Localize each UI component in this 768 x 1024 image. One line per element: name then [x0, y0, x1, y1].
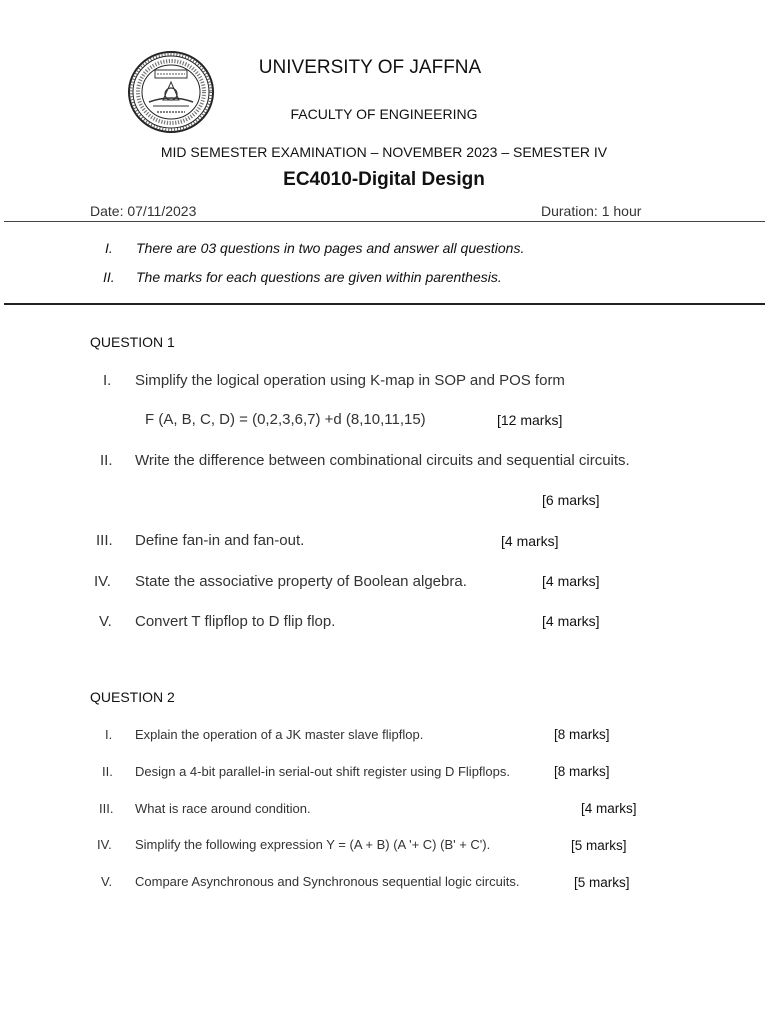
question-item-text: Convert T flipflop to D flip flop. — [135, 613, 336, 630]
question-item-number: III. — [99, 801, 114, 816]
question-item-text: Write the difference between combinational circuits and sequential circuits. — [135, 452, 630, 469]
course-title: EC4010-Digital Design — [283, 169, 485, 190]
question-marks: [5 marks] — [571, 838, 627, 853]
question-item-text: State the associative property of Boolean algebra. — [135, 573, 467, 590]
question-item-number: III. — [96, 532, 113, 549]
question-item-text: Compare Asynchronous and Synchronous sequential logic circuits. — [135, 874, 520, 889]
instruction-number: I. — [105, 240, 113, 256]
question-marks: [4 marks] — [542, 613, 600, 629]
question-marks: [12 marks] — [497, 412, 563, 428]
instruction-text: The marks for each questions are given within parenthesis. — [136, 269, 502, 285]
question-item-text: What is race around condition. — [135, 801, 311, 816]
question-marks: [8 marks] — [554, 764, 610, 779]
question-item-number: IV. — [94, 573, 111, 590]
question-2-title: QUESTION 2 — [90, 689, 175, 705]
exam-date: Date: 07/11/2023 — [90, 203, 197, 219]
question-item-number: IV. — [97, 837, 112, 852]
question-item-number: V. — [101, 874, 113, 889]
question-item-number: II. — [102, 764, 113, 779]
instructions-divider — [4, 303, 765, 305]
question-item-text: Define fan-in and fan-out. — [135, 532, 305, 549]
exam-title: MID SEMESTER EXAMINATION – NOVEMBER 2023 – SEMESTER IV — [160, 144, 608, 160]
question-item-number: II. — [100, 452, 113, 469]
question-item-text: Design a 4-bit parallel-in serial-out shift register using D Flipflops. — [135, 764, 510, 779]
faculty-title: FACULTY OF ENGINEERING — [290, 106, 478, 122]
question-marks: [8 marks] — [554, 727, 610, 742]
question-item-number: I. — [103, 372, 112, 389]
university-title: UNIVERSITY OF JAFFNA — [258, 57, 482, 78]
question-marks: [4 marks] — [501, 533, 559, 549]
header-divider — [4, 221, 765, 222]
question-item-number: V. — [99, 613, 112, 630]
question-marks: [4 marks] — [581, 801, 637, 816]
question-1-title: QUESTION 1 — [90, 334, 175, 350]
question-marks: [6 marks] — [542, 492, 600, 508]
question-item-text: Simplify the following expression Y = (A + B) (A '+ C) (B' + C'). — [135, 837, 491, 852]
question-formula: F (A, B, C, D) = (0,2,3,6,7) +d (8,10,11,15) — [145, 411, 426, 428]
question-marks: [5 marks] — [574, 875, 630, 890]
question-item-number: I. — [105, 727, 113, 742]
instruction-number: II. — [103, 269, 115, 285]
question-marks: [4 marks] — [542, 573, 600, 589]
question-item-text: Simplify the logical operation using K-map in SOP and POS form — [135, 372, 565, 389]
instruction-text: There are 03 questions in two pages and answer all questions. — [136, 240, 525, 256]
exam-duration: Duration: 1 hour — [541, 203, 642, 219]
question-item-text: Explain the operation of a JK master slave flipflop. — [135, 727, 424, 742]
